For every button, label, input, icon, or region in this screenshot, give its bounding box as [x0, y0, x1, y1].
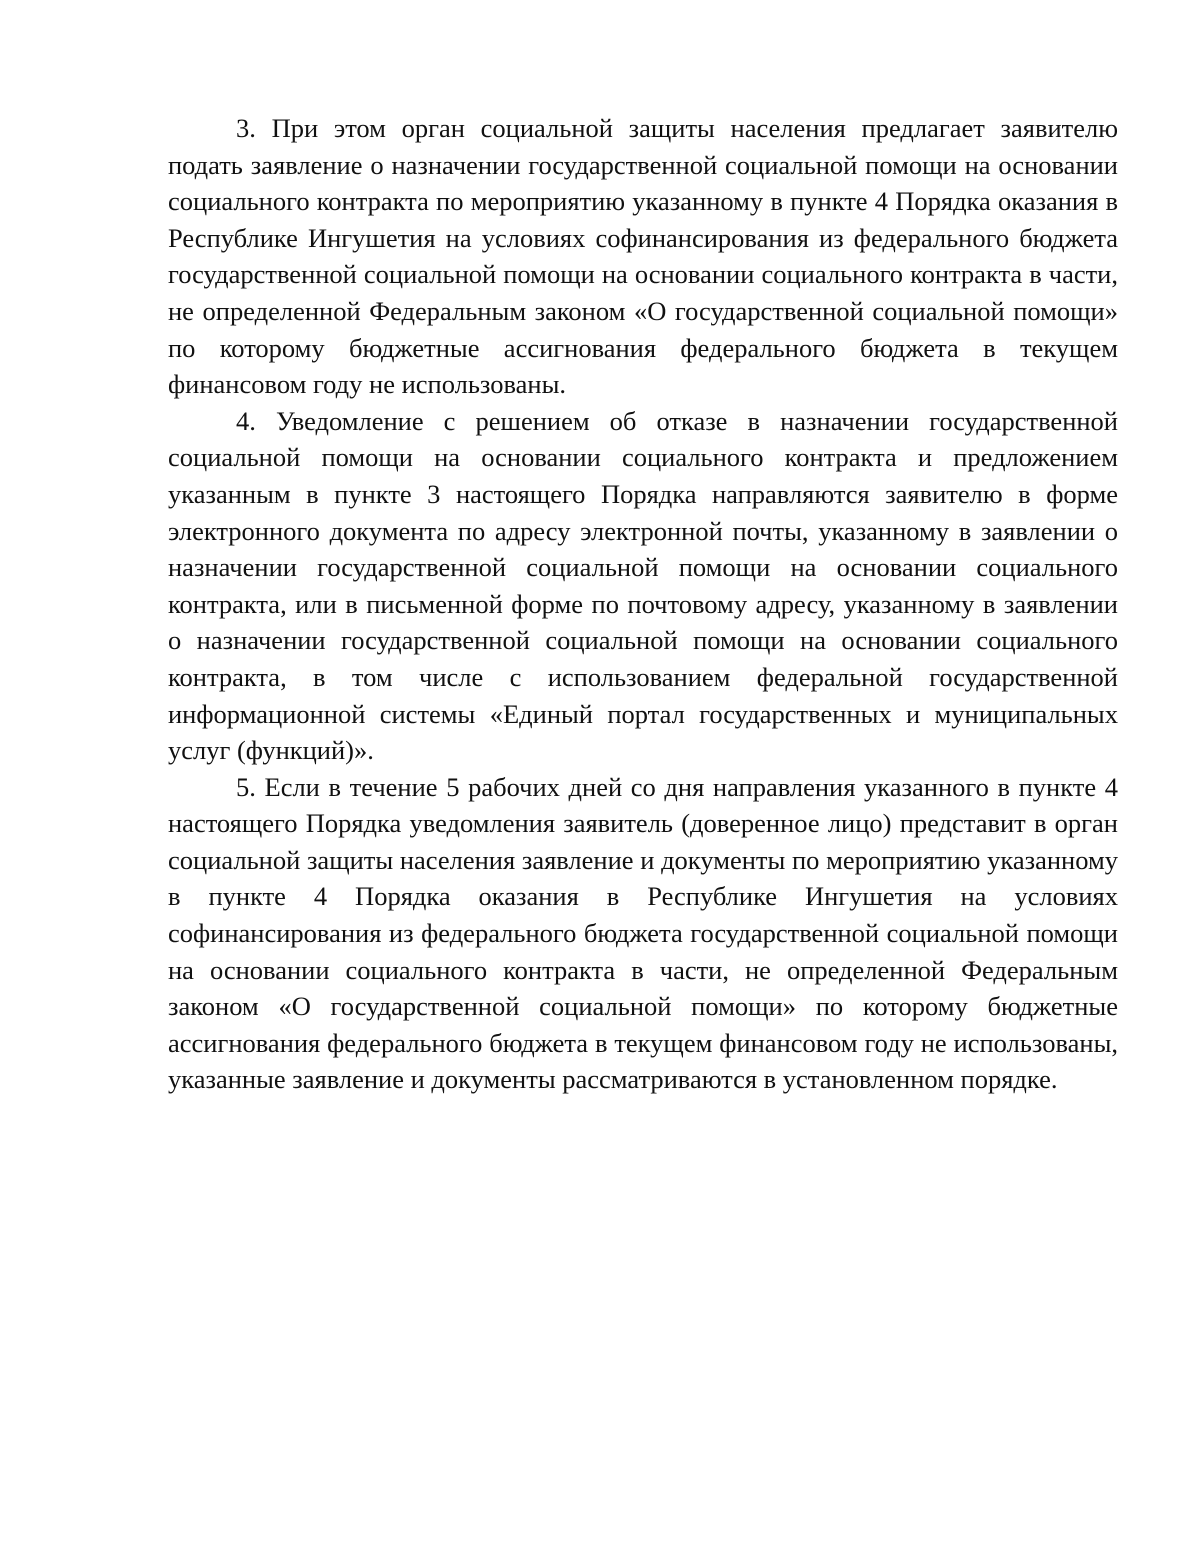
paragraph-5: 5. Если в течение 5 рабочих дней со дня направления указанного в пункте 4 настоящего Порядка уведомления заявитель (доверенное лицо) представит в орган социальной защиты населения заявление и документы по мероприятию указанному в пункте 4 Порядка оказания в Республике Ингушетия на условиях софинансирования из федерального бюджета государственной социальной помощи на основании социального контракта в части, не определенной Федеральным законом «О государственной социальной помощи» по которому бюджетные ассигнования федерального бюджета в текущем финансовом году не использованы, указанные заявление и документы рассматриваются в установленном порядке. — [168, 771, 1118, 1095]
paragraph-3: 3. При этом орган социальной защиты населения предлагает заявителю подать заявление о назначении государственной социальной помощи на основании социального контракта по мероприятию указанному в пункте 4 Порядка оказания в Республике Ингушетия на условиях софинансирования из федерального бюджета государственной социальной помощи на основании социального контракта в части, не определенной Федеральным законом «О государственной социальной помощи» по которому бюджетные ассигнования федерального бюджета в текущем финансовом году не использованы. — [168, 113, 1118, 400]
document-body — [168, 110, 1118, 1098]
paragraph-4: 4. Уведомление с решением об отказе в назначении государственной социальной помощи на основании социального контракта и предложением указанным в пункте 3 настоящего Порядка направляются заявителю в форме электронного документа по адресу электронной почты, указанному в заявлении о назначении государственной социальной помощи на основании социального контракта, или в письменной форме по почтовому адресу, указанному в заявлении о назначении государственной социальной помощи на основании социального контракта, в том числе с использованием федеральной государственной информационной системы «Единый портал государственных и муниципальных услуг (функций)». — [168, 405, 1118, 766]
